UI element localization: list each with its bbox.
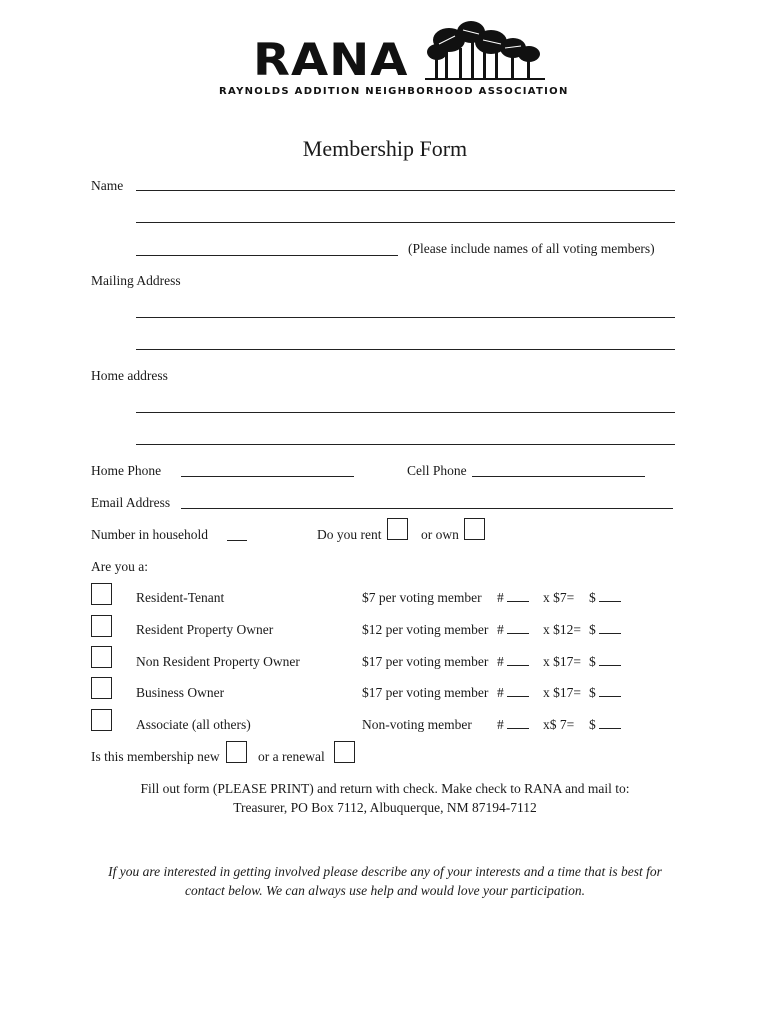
name-field-line-1[interactable] bbox=[136, 190, 675, 191]
membership-type-label: Resident Property Owner bbox=[136, 622, 274, 637]
membership-total: $ bbox=[589, 685, 621, 701]
membership-total: $ bbox=[589, 654, 621, 670]
logo-subtitle: RAYNOLDS ADDITION NEIGHBORHOOD ASSOCIATION bbox=[219, 86, 569, 97]
name-field-line-3[interactable] bbox=[136, 255, 398, 256]
non-resident-owner-checkbox[interactable] bbox=[91, 646, 112, 668]
membership-total: $ bbox=[589, 590, 621, 606]
new-label: Is this membership new bbox=[91, 749, 220, 764]
email-label: Email Address bbox=[91, 495, 171, 510]
membership-price: $17 per voting member bbox=[362, 685, 489, 700]
membership-type-label: Resident-Tenant bbox=[136, 590, 225, 605]
membership-type-label: Non Resident Property Owner bbox=[136, 654, 300, 669]
home-address-line-2[interactable] bbox=[136, 444, 675, 445]
renewal-label: or a renewal bbox=[258, 749, 325, 764]
membership-count: # bbox=[497, 717, 529, 733]
membership-price: $7 per voting member bbox=[362, 590, 482, 605]
membership-mult: x$ 7= bbox=[543, 717, 575, 732]
home-address-label: Home address bbox=[91, 368, 168, 383]
cell-phone-field[interactable] bbox=[472, 476, 645, 477]
total-field[interactable] bbox=[599, 685, 621, 697]
count-field[interactable] bbox=[507, 654, 529, 666]
home-phone-field[interactable] bbox=[181, 476, 354, 477]
membership-count: # bbox=[497, 654, 529, 670]
interest-line-2: contact below. We can always use help and would love your participation. bbox=[184, 883, 586, 898]
mailing-address-line-1[interactable] bbox=[136, 317, 675, 318]
rent-label: Do you rent bbox=[317, 527, 382, 542]
total-field[interactable] bbox=[599, 590, 621, 602]
cell-phone-label: Cell Phone bbox=[407, 463, 467, 478]
associate-checkbox[interactable] bbox=[91, 709, 112, 731]
interest-line-1: If you are interested in getting involved please describe any of your interests and a time that is best for bbox=[108, 864, 662, 879]
membership-total: $ bbox=[589, 717, 621, 733]
trees-icon bbox=[425, 18, 545, 84]
are-you-label: Are you a: bbox=[91, 559, 148, 574]
resident-tenant-checkbox[interactable] bbox=[91, 583, 112, 605]
count-field[interactable] bbox=[507, 717, 529, 729]
own-label: or own bbox=[421, 527, 459, 542]
count-field[interactable] bbox=[507, 685, 529, 697]
membership-price: $12 per voting member bbox=[362, 622, 489, 637]
household-field[interactable] bbox=[227, 540, 247, 541]
email-field[interactable] bbox=[181, 508, 673, 509]
own-checkbox[interactable] bbox=[464, 518, 485, 540]
rent-checkbox[interactable] bbox=[387, 518, 408, 540]
total-field[interactable] bbox=[599, 622, 621, 634]
home-address-line-1[interactable] bbox=[136, 412, 675, 413]
logo-wordmark: RANA bbox=[253, 34, 409, 86]
membership-count: # bbox=[497, 622, 529, 638]
membership-price: $17 per voting member bbox=[362, 654, 489, 669]
mailing-address-line-2[interactable] bbox=[136, 349, 675, 350]
mailing-address-label: Mailing Address bbox=[91, 273, 181, 288]
instructions-line-2: Treasurer, PO Box 7112, Albuquerque, NM 87194-7112 bbox=[233, 800, 537, 815]
logo bbox=[215, 18, 575, 103]
membership-count: # bbox=[497, 685, 529, 701]
renewal-checkbox[interactable] bbox=[334, 741, 355, 763]
count-field[interactable] bbox=[507, 590, 529, 602]
membership-mult: x $7= bbox=[543, 590, 575, 605]
total-field[interactable] bbox=[599, 654, 621, 666]
business-owner-checkbox[interactable] bbox=[91, 677, 112, 699]
name-label: Name bbox=[91, 178, 124, 193]
new-checkbox[interactable] bbox=[226, 741, 247, 763]
form-title: Membership Form bbox=[302, 136, 468, 161]
home-phone-label: Home Phone bbox=[91, 463, 162, 478]
resident-owner-checkbox[interactable] bbox=[91, 615, 112, 637]
membership-count: # bbox=[497, 590, 529, 606]
membership-mult: x $12= bbox=[543, 622, 581, 637]
membership-price: Non-voting member bbox=[362, 717, 472, 732]
instructions-line-1: Fill out form (PLEASE PRINT) and return with check. Make check to RANA and mail to: bbox=[140, 781, 630, 796]
total-field[interactable] bbox=[599, 717, 621, 729]
membership-type-label: Business Owner bbox=[136, 685, 225, 700]
membership-mult: x $17= bbox=[543, 654, 581, 669]
name-note: (Please include names of all voting members) bbox=[408, 241, 655, 256]
membership-type-label: Associate (all others) bbox=[136, 717, 251, 732]
membership-mult: x $17= bbox=[543, 685, 581, 700]
household-label: Number in household bbox=[91, 527, 208, 542]
name-field-line-2[interactable] bbox=[136, 222, 675, 223]
count-field[interactable] bbox=[507, 622, 529, 634]
membership-total: $ bbox=[589, 622, 621, 638]
